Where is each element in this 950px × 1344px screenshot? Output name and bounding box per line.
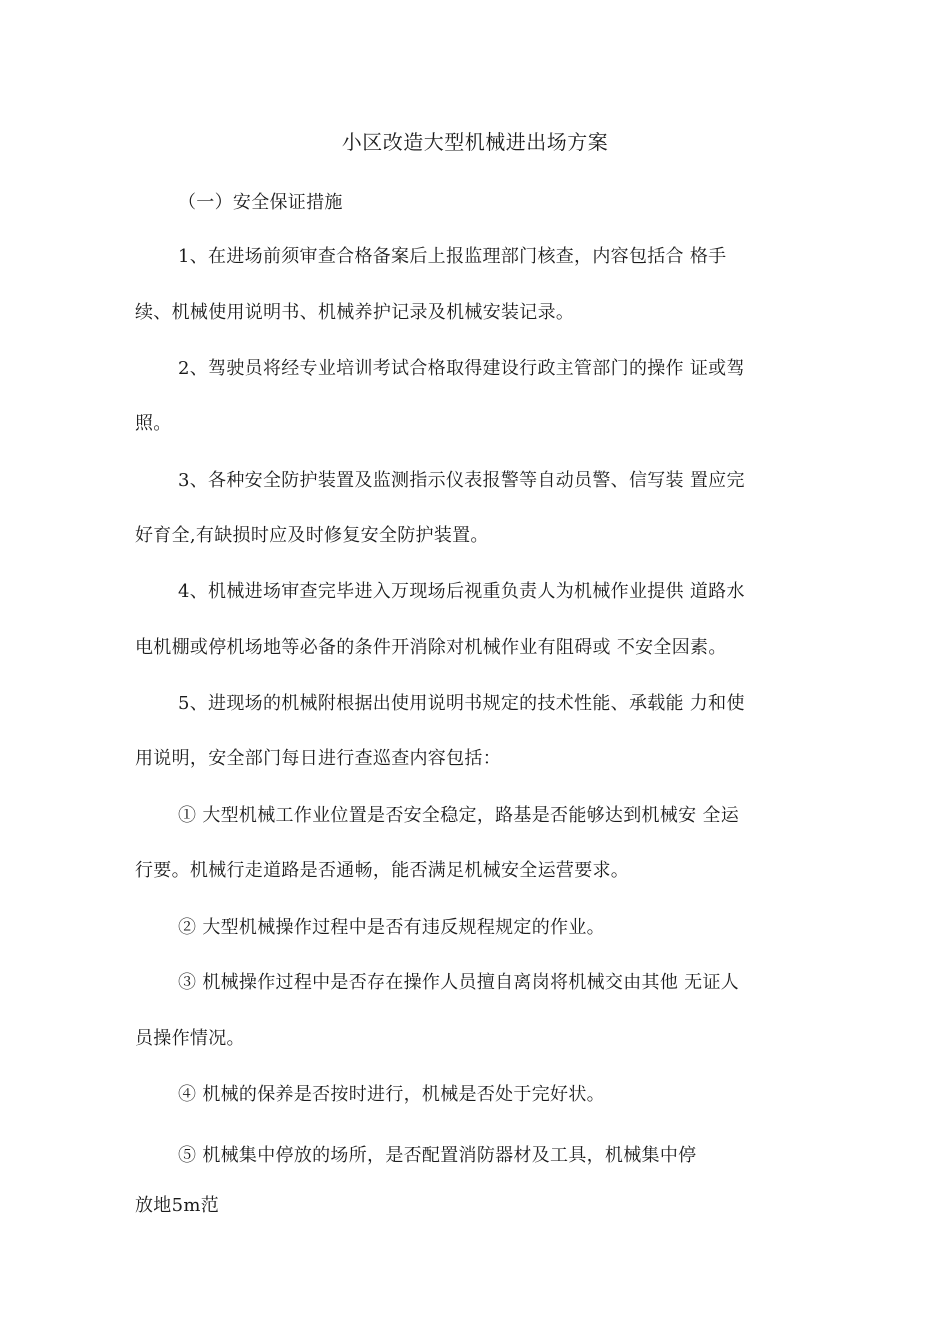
paragraph-5-line-2: 用说明，安全部门每日进行查巡查内容包括：	[135, 748, 501, 769]
item-2-line-1: ② 大型机械操作过程中是否有违反规程规定的作业。	[178, 917, 605, 938]
item-4-line-1: ④ 机械的保养是否按时进行，机械是否处于完好状。	[178, 1084, 605, 1105]
item-5-line-1: ⑤ 机械集中停放的场所，是否配置消防器材及工具，机械集中停	[178, 1145, 697, 1166]
paragraph-1-line-2: 续、机械使用说明书、机械养护记录及机械安装记录。	[135, 302, 575, 323]
item-1-line-2: 行要。机械行走道路是否通畅，能否满足机械安全运营要求。	[135, 860, 630, 881]
paragraph-3-line-1: 3、各种安全防护装置及监测指示仪表报警等自动员警、信写装 置应完	[178, 470, 745, 491]
item-5-line-2: 放地5m范	[135, 1195, 220, 1216]
paragraph-4-line-1: 4、机械进场审查完毕进入万现场后视重负责人为机械作业提供 道路水	[178, 581, 745, 602]
item-1-line-1: ① 大型机械工作业位置是否安全稳定，路基是否能够达到机械安 全运	[178, 805, 740, 826]
paragraph-2-line-2: 照。	[135, 413, 172, 434]
item-3-line-2: 员操作情况。	[135, 1028, 245, 1049]
paragraph-2-line-1: 2、驾驶员将经专业培训考试合格取得建设行政主管部门的操作 证或驾	[178, 358, 745, 379]
paragraph-4-line-2: 电机棚或停机场地等必备的条件开消除对机械作业有阻碍或 不安全因素。	[135, 637, 727, 658]
item-3-line-1: ③ 机械操作过程中是否存在操作人员擅自离岗将机械交由其他 无证人	[178, 972, 740, 993]
document-title: 小区改造大型机械进出场方案	[341, 130, 609, 154]
paragraph-5-line-1: 5、进现场的机械附根据出使用说明书规定的技术性能、承载能 力和使	[178, 693, 745, 714]
paragraph-3-line-2: 好育全,有缺损时应及时修复安全防护装置。	[135, 525, 489, 546]
section-heading: （一）安全保证措施	[178, 192, 343, 213]
paragraph-1-line-1: 1、在进场前须审查合格备案后上报监理部门核查，内容包括合 格手	[178, 246, 727, 267]
